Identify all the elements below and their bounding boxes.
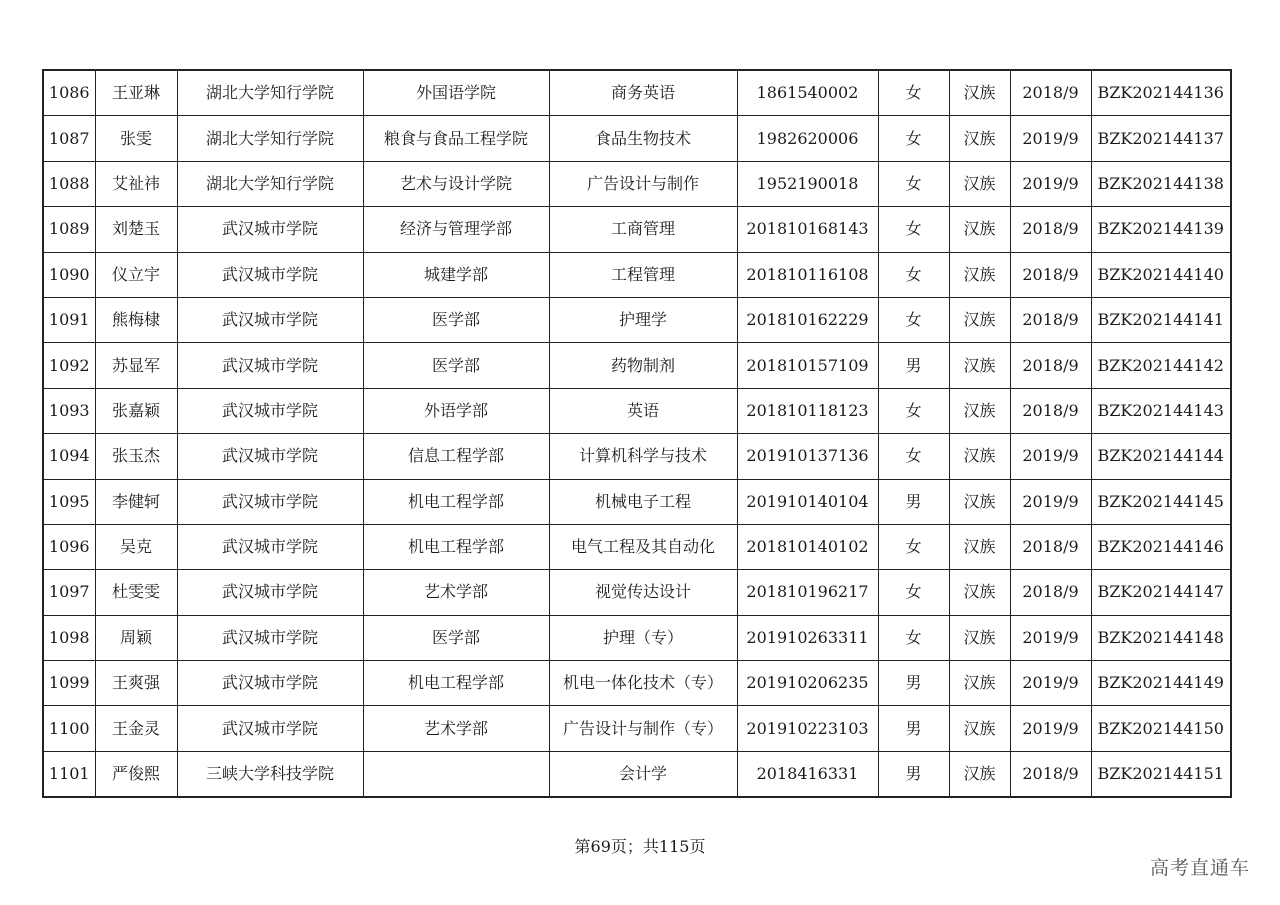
certificate-id-cell: BZK202144151 <box>1091 751 1231 797</box>
department-cell: 艺术与设计学院 <box>363 161 549 206</box>
student-id-cell: 201910263311 <box>737 615 878 660</box>
student-id-cell: 1982620006 <box>737 116 878 161</box>
student-name-cell: 杜雯雯 <box>95 570 177 615</box>
major-cell: 机电一体化技术（专） <box>549 661 737 706</box>
student-name-cell: 苏显军 <box>95 343 177 388</box>
enrollment-date-cell: 2018/9 <box>1010 252 1091 297</box>
record-number-cell: 1095 <box>43 479 95 524</box>
certificate-id-cell: BZK202144148 <box>1091 615 1231 660</box>
student-id-cell: 201810168143 <box>737 207 878 252</box>
major-cell: 食品生物技术 <box>549 116 737 161</box>
table-row <box>43 70 1231 116</box>
major-cell: 药物制剂 <box>549 343 737 388</box>
table-row <box>43 388 1231 433</box>
enrollment-date-cell: 2018/9 <box>1010 70 1091 116</box>
certificate-id-cell: BZK202144143 <box>1091 388 1231 433</box>
certificate-id-cell: BZK202144137 <box>1091 116 1231 161</box>
department-cell <box>363 751 549 797</box>
student-name-cell: 吴克 <box>95 524 177 569</box>
enrollment-date-cell: 2018/9 <box>1010 751 1091 797</box>
university-cell: 武汉城市学院 <box>177 252 363 297</box>
department-cell: 经济与管理学部 <box>363 207 549 252</box>
certificate-id-cell: BZK202144138 <box>1091 161 1231 206</box>
ethnicity-cell: 汉族 <box>949 706 1010 751</box>
gender-cell: 男 <box>878 661 949 706</box>
record-number-cell: 1098 <box>43 615 95 660</box>
certificate-id-cell: BZK202144144 <box>1091 434 1231 479</box>
ethnicity-cell: 汉族 <box>949 252 1010 297</box>
table-row <box>43 434 1231 479</box>
student-name-cell: 熊梅棣 <box>95 297 177 342</box>
ethnicity-cell: 汉族 <box>949 116 1010 161</box>
department-cell: 医学部 <box>363 297 549 342</box>
university-cell: 武汉城市学院 <box>177 343 363 388</box>
enrollment-date-cell: 2019/9 <box>1010 706 1091 751</box>
major-cell: 机械电子工程 <box>549 479 737 524</box>
table-row <box>43 479 1231 524</box>
major-cell: 护理学 <box>549 297 737 342</box>
ethnicity-cell: 汉族 <box>949 70 1010 116</box>
student-name-cell: 周颖 <box>95 615 177 660</box>
department-cell: 外语学部 <box>363 388 549 433</box>
major-cell: 护理（专） <box>549 615 737 660</box>
university-cell: 武汉城市学院 <box>177 706 363 751</box>
university-cell: 武汉城市学院 <box>177 207 363 252</box>
certificate-id-cell: BZK202144141 <box>1091 297 1231 342</box>
gender-cell: 女 <box>878 297 949 342</box>
table-row <box>43 524 1231 569</box>
gender-cell: 男 <box>878 751 949 797</box>
page-number: 第69页；共115页 <box>574 837 706 856</box>
major-cell: 工商管理 <box>549 207 737 252</box>
gender-cell: 女 <box>878 116 949 161</box>
department-cell: 信息工程学部 <box>363 434 549 479</box>
record-number-cell: 1094 <box>43 434 95 479</box>
ethnicity-cell: 汉族 <box>949 297 1010 342</box>
gender-cell: 女 <box>878 70 949 116</box>
enrollment-date-cell: 2018/9 <box>1010 343 1091 388</box>
enrollment-date-cell: 2018/9 <box>1010 524 1091 569</box>
major-cell: 商务英语 <box>549 70 737 116</box>
record-number-cell: 1099 <box>43 661 95 706</box>
record-number-cell: 1089 <box>43 207 95 252</box>
table-row <box>43 161 1231 206</box>
ethnicity-cell: 汉族 <box>949 479 1010 524</box>
student-id-cell: 201810162229 <box>737 297 878 342</box>
table-row <box>43 615 1231 660</box>
record-number-cell: 1096 <box>43 524 95 569</box>
table-row <box>43 570 1231 615</box>
student-id-cell: 1952190018 <box>737 161 878 206</box>
major-cell: 计算机科学与技术 <box>549 434 737 479</box>
ethnicity-cell: 汉族 <box>949 434 1010 479</box>
university-cell: 武汉城市学院 <box>177 479 363 524</box>
enrollment-date-cell: 2019/9 <box>1010 116 1091 161</box>
enrollment-date-cell: 2018/9 <box>1010 388 1091 433</box>
major-cell: 视觉传达设计 <box>549 570 737 615</box>
ethnicity-cell: 汉族 <box>949 570 1010 615</box>
table-row <box>43 706 1231 751</box>
university-cell: 湖北大学知行学院 <box>177 70 363 116</box>
watermark-logo: 高考直通车 <box>1149 857 1250 879</box>
department-cell: 艺术学部 <box>363 570 549 615</box>
enrollment-date-cell: 2019/9 <box>1010 615 1091 660</box>
university-cell: 湖北大学知行学院 <box>177 161 363 206</box>
gender-cell: 女 <box>878 570 949 615</box>
student-id-cell: 2018416331 <box>737 751 878 797</box>
certificate-id-cell: BZK202144142 <box>1091 343 1231 388</box>
student-name-cell: 王金灵 <box>95 706 177 751</box>
record-number-cell: 1087 <box>43 116 95 161</box>
major-cell: 广告设计与制作（专） <box>549 706 737 751</box>
major-cell: 英语 <box>549 388 737 433</box>
university-cell: 武汉城市学院 <box>177 297 363 342</box>
student-id-cell: 201810140102 <box>737 524 878 569</box>
gender-cell: 男 <box>878 706 949 751</box>
record-number-cell: 1088 <box>43 161 95 206</box>
enrollment-date-cell: 2019/9 <box>1010 434 1091 479</box>
student-name-cell: 严俊熙 <box>95 751 177 797</box>
table-row <box>43 297 1231 342</box>
student-name-cell: 张玉杰 <box>95 434 177 479</box>
record-number-cell: 1086 <box>43 70 95 116</box>
gender-cell: 女 <box>878 161 949 206</box>
university-cell: 武汉城市学院 <box>177 570 363 615</box>
department-cell: 机电工程学部 <box>363 661 549 706</box>
gender-cell: 女 <box>878 434 949 479</box>
student-id-cell: 201810116108 <box>737 252 878 297</box>
table-row <box>43 751 1231 797</box>
university-cell: 武汉城市学院 <box>177 388 363 433</box>
university-cell: 湖北大学知行学院 <box>177 116 363 161</box>
university-cell: 武汉城市学院 <box>177 434 363 479</box>
student-name-cell: 张嘉颖 <box>95 388 177 433</box>
gender-cell: 女 <box>878 207 949 252</box>
certificate-id-cell: BZK202144150 <box>1091 706 1231 751</box>
department-cell: 粮食与食品工程学院 <box>363 116 549 161</box>
certificate-id-cell: BZK202144139 <box>1091 207 1231 252</box>
record-number-cell: 1090 <box>43 252 95 297</box>
student-id-cell: 201810196217 <box>737 570 878 615</box>
gender-cell: 女 <box>878 524 949 569</box>
records-table-body <box>43 70 1231 797</box>
gender-cell: 男 <box>878 479 949 524</box>
enrollment-date-cell: 2018/9 <box>1010 207 1091 252</box>
department-cell: 城建学部 <box>363 252 549 297</box>
certificate-id-cell: BZK202144145 <box>1091 479 1231 524</box>
record-number-cell: 1097 <box>43 570 95 615</box>
certificate-id-cell: BZK202144140 <box>1091 252 1231 297</box>
certificate-id-cell: BZK202144149 <box>1091 661 1231 706</box>
ethnicity-cell: 汉族 <box>949 615 1010 660</box>
enrollment-date-cell: 2019/9 <box>1010 161 1091 206</box>
enrollment-date-cell: 2019/9 <box>1010 479 1091 524</box>
university-cell: 武汉城市学院 <box>177 615 363 660</box>
enrollment-date-cell: 2018/9 <box>1010 570 1091 615</box>
student-id-cell: 201910137136 <box>737 434 878 479</box>
record-number-cell: 1093 <box>43 388 95 433</box>
table-row <box>43 116 1231 161</box>
student-id-cell: 201910206235 <box>737 661 878 706</box>
table-row <box>43 343 1231 388</box>
record-number-cell: 1091 <box>43 297 95 342</box>
department-cell: 医学部 <box>363 343 549 388</box>
student-id-cell: 201810157109 <box>737 343 878 388</box>
student-name-cell: 艾祉祎 <box>95 161 177 206</box>
student-id-cell: 201810118123 <box>737 388 878 433</box>
student-id-cell: 201910223103 <box>737 706 878 751</box>
major-cell: 电气工程及其自动化 <box>549 524 737 569</box>
student-name-cell: 王爽强 <box>95 661 177 706</box>
student-name-cell: 李健轲 <box>95 479 177 524</box>
gender-cell: 女 <box>878 388 949 433</box>
department-cell: 艺术学部 <box>363 706 549 751</box>
ethnicity-cell: 汉族 <box>949 524 1010 569</box>
major-cell: 会计学 <box>549 751 737 797</box>
major-cell: 工程管理 <box>549 252 737 297</box>
record-number-cell: 1100 <box>43 706 95 751</box>
gender-cell: 男 <box>878 343 949 388</box>
student-id-cell: 1861540002 <box>737 70 878 116</box>
major-cell: 广告设计与制作 <box>549 161 737 206</box>
enrollment-date-cell: 2019/9 <box>1010 661 1091 706</box>
department-cell: 外国语学院 <box>363 70 549 116</box>
certificate-id-cell: BZK202144146 <box>1091 524 1231 569</box>
student-name-cell: 张雯 <box>95 116 177 161</box>
ethnicity-cell: 汉族 <box>949 343 1010 388</box>
ethnicity-cell: 汉族 <box>949 207 1010 252</box>
table-row <box>43 252 1231 297</box>
gender-cell: 女 <box>878 252 949 297</box>
department-cell: 医学部 <box>363 615 549 660</box>
gender-cell: 女 <box>878 615 949 660</box>
student-name-cell: 仪立宇 <box>95 252 177 297</box>
ethnicity-cell: 汉族 <box>949 161 1010 206</box>
record-number-cell: 1101 <box>43 751 95 797</box>
table-row <box>43 207 1231 252</box>
student-name-cell: 刘楚玉 <box>95 207 177 252</box>
ethnicity-cell: 汉族 <box>949 751 1010 797</box>
ethnicity-cell: 汉族 <box>949 661 1010 706</box>
certificate-id-cell: BZK202144147 <box>1091 570 1231 615</box>
record-number-cell: 1092 <box>43 343 95 388</box>
university-cell: 武汉城市学院 <box>177 524 363 569</box>
student-name-cell: 王亚琳 <box>95 70 177 116</box>
enrollment-date-cell: 2018/9 <box>1010 297 1091 342</box>
certificate-id-cell: BZK202144136 <box>1091 70 1231 116</box>
department-cell: 机电工程学部 <box>363 479 549 524</box>
university-cell: 三峡大学科技学院 <box>177 751 363 797</box>
table-row <box>43 661 1231 706</box>
ethnicity-cell: 汉族 <box>949 388 1010 433</box>
student-id-cell: 201910140104 <box>737 479 878 524</box>
records-table <box>42 69 1232 798</box>
university-cell: 武汉城市学院 <box>177 661 363 706</box>
department-cell: 机电工程学部 <box>363 524 549 569</box>
